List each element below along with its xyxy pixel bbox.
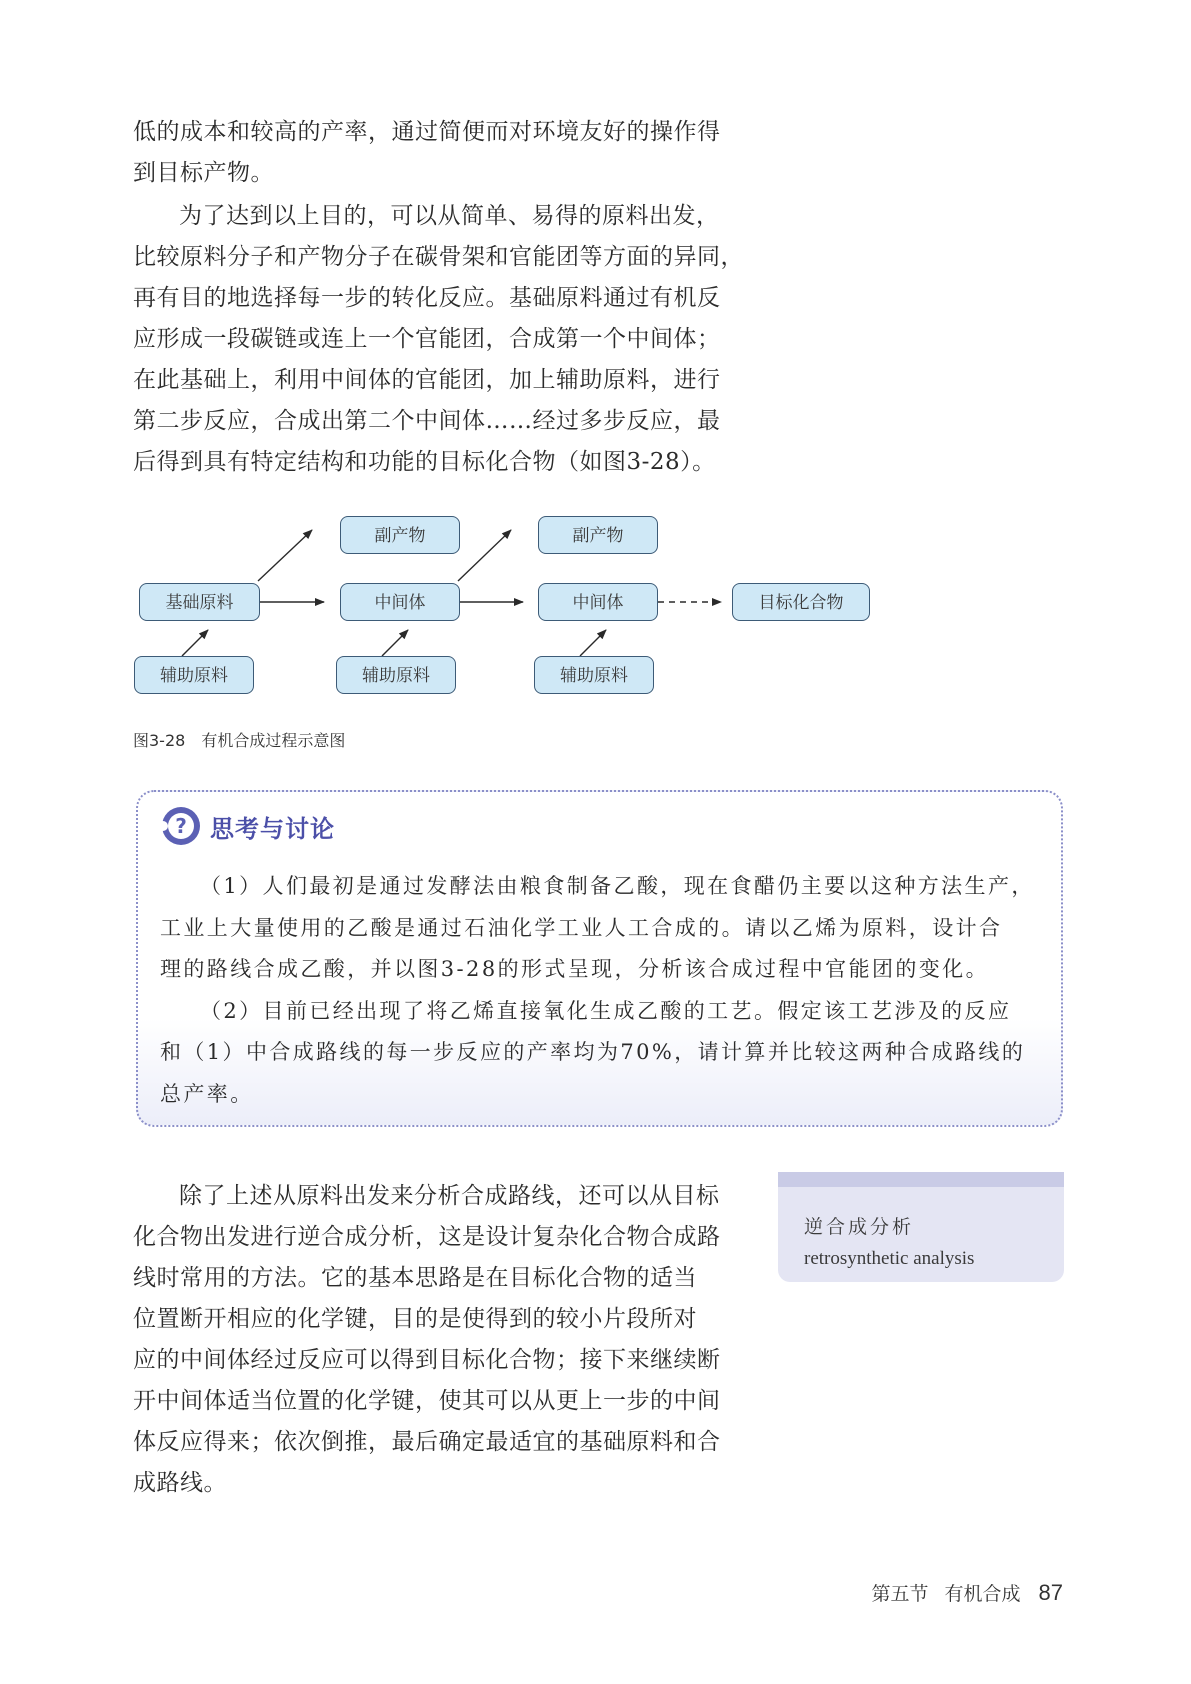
base-material-node: 基础原料 [139,583,260,621]
paragraph-line: 再有目的地选择每一步的转化反应。基础原料通过有机反 [133,285,721,311]
paragraph-line: 后得到具有特定结构和功能的目标化合物（如图3-28）。 [133,449,716,475]
arrow [580,630,606,656]
question-icon: ? [162,807,200,845]
arrow [458,530,511,581]
auxiliary-material-node: 辅助原料 [534,656,654,694]
paragraph-line: 到目标产物。 [133,160,274,186]
margin-note [778,1172,1064,1282]
paragraph-line: 在此基础上，利用中间体的官能团，加上辅助原料，进行 [133,367,721,393]
discussion-line: 和（1）中合成路线的每一步反应的产率均为70%，请计算并比较这两种合成路线的 [160,1040,1026,1064]
discussion-header [162,806,335,846]
paragraph-line: 开中间体适当位置的化学键，使其可以从更上一步的中间 [133,1388,721,1414]
discussion-line: （2）目前已经出现了将乙烯直接氧化生成乙酸的工艺。假定该工艺涉及的反应 [200,998,1012,1023]
paragraph-line: 第二步反应，合成出第二个中间体……经过多步反应，最 [133,408,721,434]
discussion-line: 理的路线合成乙酸，并以图3-28的形式呈现，分析该合成过程中官能团的变化。 [160,957,989,981]
margin-note-english: retrosynthetic analysis [804,1248,975,1269]
page-number: 87 [1038,1580,1063,1605]
paragraph-line: 比较原料分子和产物分子在碳骨架和官能团等方面的异同， [133,244,744,270]
arrow [182,630,208,656]
auxiliary-material-node: 辅助原料 [134,656,254,694]
paragraph-1 [133,112,745,194]
paragraph-line: 低的成本和较高的产率，通过简便而对环境友好的操作得 [133,119,721,145]
intermediate-node: 中间体 [340,583,460,621]
paragraph-3 [133,1176,745,1504]
synthesis-flow-diagram [130,508,880,708]
paragraph-line: 位置断开相应的化学键，目的是使得到的较小片段所对 [133,1306,697,1332]
paragraph-line: 体反应得来；依次倒推，最后确定最适宜的基础原料和合 [133,1429,721,1455]
paragraph-line: 应形成一段碳链或连上一个官能团，合成第一个中间体； [133,326,721,352]
margin-note-term: 逆合成分析 [804,1216,915,1238]
paragraph-line: 应的中间体经过反应可以得到目标化合物；接下来继续断 [133,1347,721,1373]
footer-section: 第五节 [871,1583,929,1605]
figure-caption [133,728,345,751]
discussion-line: 总产率。 [160,1081,254,1106]
byproduct-node: 副产物 [340,516,460,554]
byproduct-node: 副产物 [538,516,658,554]
auxiliary-material-node: 辅助原料 [336,656,456,694]
paragraph-2 [133,196,745,483]
target-compound-node: 目标化合物 [732,583,870,621]
discussion-title: 思考与讨论 [210,814,335,843]
paragraph-line: 线时常用的方法。它的基本思路是在目标化合物的适当 [133,1265,697,1291]
intermediate-node: 中间体 [538,583,658,621]
paragraph-line: 除了上述从原料出发来分析合成路线，还可以从目标 [179,1183,720,1209]
page-footer [871,1579,1063,1606]
figure-caption-text: 有机合成过程示意图 [201,731,346,750]
arrow [258,530,312,581]
figure-number: 图3-28 [133,731,186,750]
arrow [382,630,408,656]
paragraph-line: 化合物出发进行逆合成分析，这是设计复杂化合物合成路 [133,1224,721,1250]
discussion-box [136,790,1063,1127]
discussion-line: （1）人们最初是通过发酵法由粮食制备乙酸，现在食醋仍主要以这种方法生产， [200,874,1035,898]
margin-note-bar [778,1172,1064,1187]
paragraph-line: 成路线。 [133,1470,227,1496]
footer-title: 有机合成 [944,1583,1021,1605]
paragraph-line: 为了达到以上目的，可以从简单、易得的原料出发， [179,203,720,229]
discussion-line: 工业上大量使用的乙酸是通过石油化学工业人工合成的。请以乙烯为原料，设计合 [160,915,1003,940]
discussion-body [160,866,1045,1115]
